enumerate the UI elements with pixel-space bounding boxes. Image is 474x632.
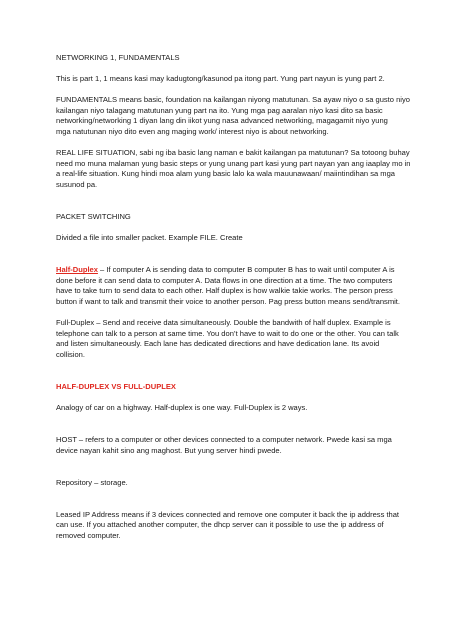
host-paragraph: HOST – refers to a computer or other devices connected to a computer network. Pwede kasi sa mga device nayan kahit sino ang maghost. But yung server hindi pwede. — [56, 435, 392, 455]
packet-switching-text: Divided a file into smaller packet. Example FILE. Create — [56, 233, 243, 243]
analogy-paragraph: Analogy of car on a highway. Half-duplex is one way. Full-Duplex is 2 ways. — [56, 402, 308, 412]
half-duplex-text: – If computer A is sending data to computer B computer B has to wait until computer A is done before it can send data to computer A. Data flows in one direction at a time. The two computers have to take turn to send data to each other. Half duplex is how walkie takie works. The person press button if want to talk and transmit their voice to another person. Pag press button means send/transmit. — [56, 265, 400, 306]
half-duplex-label: Half-Duplex — [56, 265, 98, 275]
intro-paragraph: This is part 1, 1 means kasi may kadugtong/kasunod pa itong part. Yung part nayun is yung part 2. — [56, 74, 385, 84]
leased-ip-paragraph: Leased IP Address means if 3 devices connected and remove one computer it back the ip address that can use. If you attached another computer, the dhcp server can it possible to use the ip address of removed computer. — [56, 509, 400, 541]
vs-heading: HALF-DUPLEX VS FULL-DUPLEX — [56, 381, 176, 391]
fundamentals-paragraph: FUNDAMENTALS means basic, foundation na kailangan niyong matutunan. Sa ayaw niyo o sa gusto niyo kailangan niyo talagang matutunan yung part na ito. Yung mga pag aaralan niyo kasi dito sa basic networking/networking 1 diyan lang din iikot yung nasa advanced networking, magagamit niyo yung mga natutunan niyo dito even ang maging work/ interest niyo is about networking. — [56, 95, 410, 136]
repository-paragraph: Repository – storage. — [56, 477, 128, 487]
real-life-paragraph: REAL LIFE SITUATION, sabi ng iba basic lang naman e bakit kailangan pa matutunan? Sa totoong buhay need mo muna malaman yung basic steps or yung unang part kasi yung part nayan yan ang iaaplay mo in a real-life situation. Kung hindi moa alam yung basic lalo ka wala mauunawaan/ maiintindihan sa mga susunod pa. — [56, 148, 411, 189]
full-duplex-paragraph: Full-Duplex – Send and receive data simultaneously. Double the bandwith of half duplex. Example is telephone can talk to a person at same time. You don’t have to wait to do one or the other. You can talk and listen simultaneously. Each lane has dedicated directions and have dedication lane. Its avoid collision. — [56, 318, 399, 359]
half-duplex-paragraph — [56, 265, 434, 307]
packet-switching-heading: PACKET SWITCHING — [56, 211, 131, 221]
doc-title: NETWORKING 1, FUNDAMENTALS — [56, 53, 180, 62]
